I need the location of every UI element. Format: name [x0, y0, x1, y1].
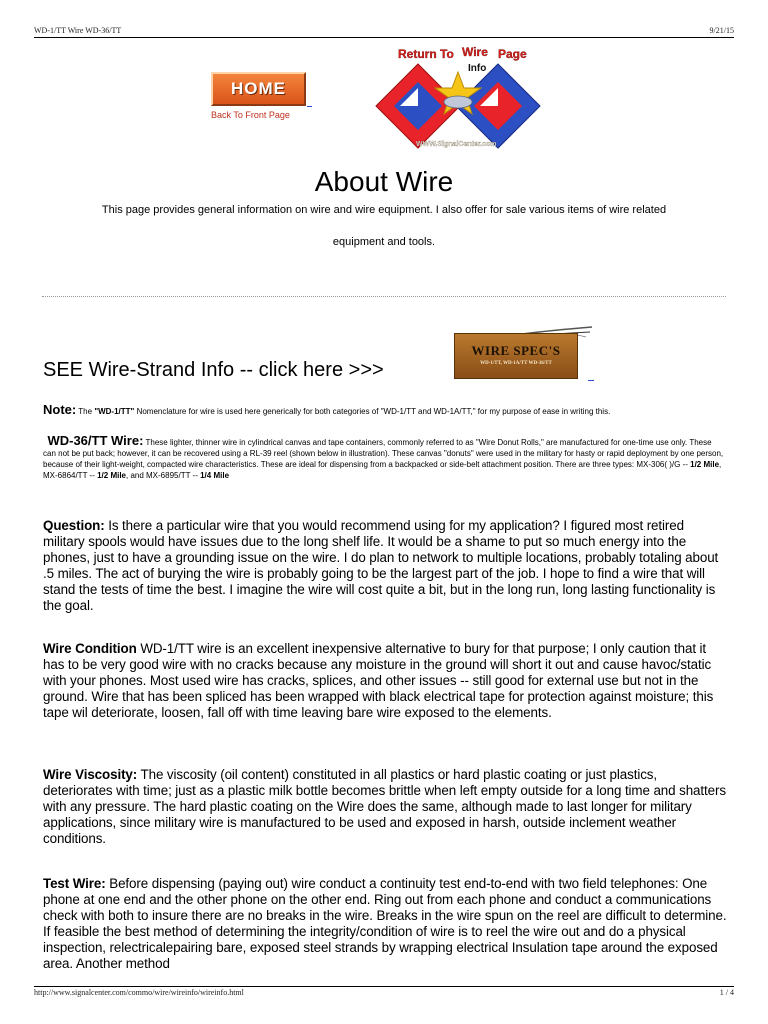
signal-flags-star-logo-icon	[358, 42, 558, 152]
logo-line2: Wire	[462, 45, 488, 59]
question-label: Question:	[43, 518, 105, 533]
logo-line3: Page	[498, 47, 527, 61]
intro-line-2: equipment and tools.	[332, 236, 436, 248]
dotted-divider	[42, 296, 726, 297]
wd36-label: WD-36/TT Wire:	[47, 433, 144, 448]
doc-header-date: 9/21/15	[709, 26, 734, 35]
question-paragraph: Question: Is there a particular wire that you would recommend using for my application? I figured most retired military spools would have issues due to the long shelf life. It would be a shame to put so much energy into the phones, just to have a grounding issue on the wire. I do plan to network to multiple locations, probably totaling about .5 miles. The act of burying the wire is probably going to be the largest part of the job. I hope to find a wire that will stand the tests of time the best. I imagine the wire will cost quite a bit, but in the long run, long lasting functionality is the goal.	[43, 518, 719, 613]
wire-viscosity-label: Wire Viscosity:	[43, 767, 138, 782]
note-label: Note:	[43, 402, 77, 417]
footer-page-number: 1 / 4	[719, 988, 734, 997]
logo-line1: Return To	[398, 47, 454, 61]
note-term: "WD-1/TT"	[94, 407, 135, 416]
wire-viscosity-paragraph: Wire Viscosity: The viscosity (oil content) constituted in all plastics or hard plastic coating or just plastics, deteriorates with time; just as a plastic milk bottle becomes brittle when left empty outside for a long time and shatters with any pressure. The hard plastic coating on the Wire does the same, although made to last longer for military applications, since military wire is manufactured to be used and exposed in harsh, outside inclement weather conditions.	[43, 767, 726, 846]
wire-specs-badge[interactable]	[454, 333, 578, 379]
logo-line4: Info	[468, 63, 487, 74]
wire-specs-title: WIRE SPEC'S	[471, 343, 561, 358]
wire-condition-label: Wire Condition	[43, 641, 137, 656]
wire-specs-subtitle: WD-1/TT, WD-1A/TT WD-36/TT	[480, 361, 552, 366]
wire-condition-paragraph: Wire Condition WD-1/TT wire is an excellent inexpensive alternative to bury for that purpose; I only caution that it has to be very good wire with no cracks because any moisture in the ground will short it out and cause havoc/static with your phones. Most used wire has cracks, splices, and other issues -- still good for external use but not in the ground. Wire that has been spliced has been wrapped with black electrical tape for protection against moisture; this tape wil deteriorate, loosen, fall off with time leaving bare wire exposed to the elements.	[43, 641, 714, 720]
wd36-paragraph: WD-36/TT Wire: These lighter, thinner wire in cylindrical canvas and tape containers, commonly referred to as "Wire Donut Rolls," are manufactured for one-time use only. These can not be put back; however, it can be recovered using a RL-39 reel (shown below in illustration). These canvas "donuts" were used in the military for hasty or rapid deployment by one person, because of their light-weight, compacted wire characteristics. These are ideal for dispensing from a backpacked or side-belt attachment position. There are three types: MX-306( )/G -- 1/2 Mile, MX-6864/TT -- 1/2 Mile, and MX-6895/TT -- 1/4 Mile	[43, 433, 724, 480]
footer-url: http://www.signalcenter.com/commo/wire/wireinfo/wireinfo.html	[34, 988, 244, 997]
logo-site: WWW.SignalCenter.com	[416, 141, 497, 148]
wire-strand-info-link[interactable]: SEE Wire-Strand Info -- click here >>>	[43, 359, 384, 381]
home-button[interactable]: HOME	[211, 72, 306, 106]
intro-line-1: This page provides general information on wire and wire equipment. I also offer for sale various items of wire related	[101, 204, 667, 216]
header-rule	[34, 37, 734, 38]
footer-rule	[34, 986, 734, 987]
doc-header-title: WD-1/TT Wire WD-36/TT	[34, 26, 122, 35]
return-to-wire-page-logo[interactable]	[358, 42, 558, 152]
test-wire-paragraph: Test Wire: Before dispensing (paying out) wire conduct a continuity test end-to-end with two field telephones: One phone at one end and the other phone on the other end. Ring out from each phone and conduct a communications check with both to insure there are no breaks in the wire. Breaks in the wire spun on the reel are difficult to determine. If feasible the best method of determining the integrity/condition of wire is to reel the wire out and do a physical inspection, relectricalepairing bare, exposed steel strands by wrapping electrical Insulation tape around the exposed area. Another method	[43, 876, 727, 971]
page-title: About Wire	[314, 166, 454, 197]
test-wire-label: Test Wire:	[43, 876, 106, 891]
link-underline	[307, 98, 312, 107]
back-to-front-page-link[interactable]: Back To Front Page	[211, 110, 290, 120]
link-underline	[588, 374, 594, 381]
note-paragraph: Note: The "WD-1/TT" Nomenclature for wire is used here generically for both categories of "WD-1/TT and WD-1A/TT," for my purpose of ease in writing this.	[43, 402, 611, 417]
